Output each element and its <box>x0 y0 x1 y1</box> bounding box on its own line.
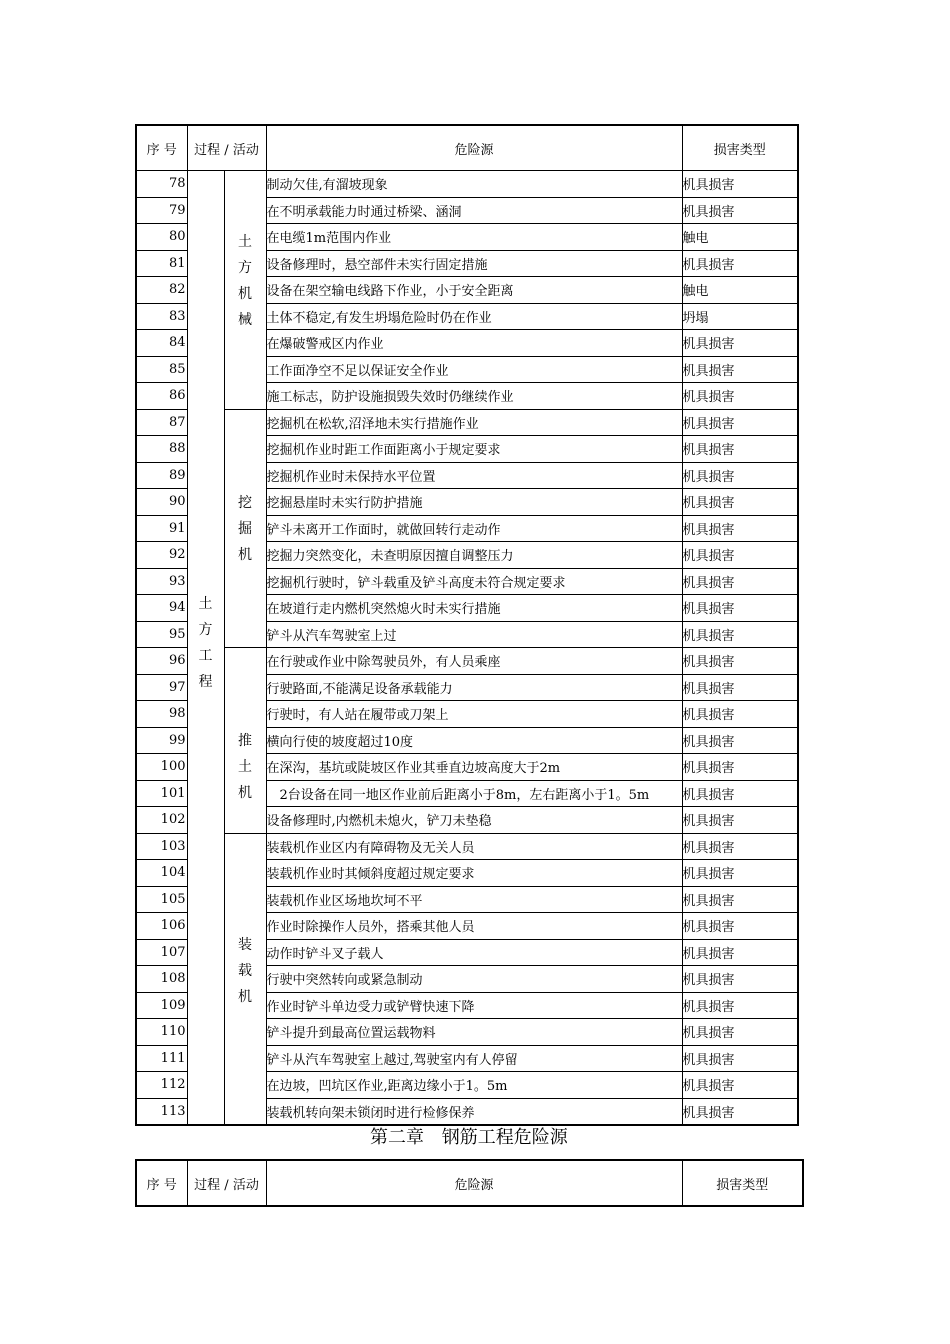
harm-type-cell: 机具损害 <box>682 886 798 913</box>
harm-type-cell: 机具损害 <box>682 701 798 728</box>
row-number: 78 <box>136 171 187 198</box>
hazard-cell: 装载机作业区场地坎坷不平 <box>266 886 682 913</box>
harm-type-cell: 触电 <box>682 224 798 251</box>
hazard-cell: 工作面净空不足以保证安全作业 <box>266 356 682 383</box>
row-number: 106 <box>136 913 187 940</box>
hazard-cell: 作业时铲斗单边受力或铲臂快速下降 <box>266 992 682 1019</box>
row-number: 80 <box>136 224 187 251</box>
harm-type-cell: 坍塌 <box>682 303 798 330</box>
hazard-cell: 横向行使的坡度超过10度 <box>266 727 682 754</box>
hazard-cell: 在爆破警戒区内作业 <box>266 330 682 357</box>
row-number: 101 <box>136 780 187 807</box>
hazard-cell: 行驶时，有人站在履带或刀架上 <box>266 701 682 728</box>
table-header-row <box>136 1160 803 1206</box>
header-process: 过程 / 活动 <box>187 125 266 171</box>
hazard-cell: 挖掘力突然变化，未查明原因擅自调整压力 <box>266 542 682 569</box>
harm-type-cell: 机具损害 <box>682 648 798 675</box>
hazard-cell: 铲斗从汽车驾驶室上过 <box>266 621 682 648</box>
header-harm: 损害类型 <box>682 125 798 171</box>
chapter-title: 第二章 钢筋工程危险源 <box>370 1127 568 1148</box>
process-sub-label: 推 土 机 <box>224 648 266 834</box>
row-number: 84 <box>136 330 187 357</box>
hazard-cell: 设备修理时,内燃机未熄火，铲刀未垫稳 <box>266 807 682 834</box>
process-sub-label: 土 方 机 械 <box>224 171 266 410</box>
row-number: 107 <box>136 939 187 966</box>
row-number: 95 <box>136 621 187 648</box>
row-number: 81 <box>136 250 187 277</box>
harm-type-cell: 机具损害 <box>682 913 798 940</box>
hazard-cell: 土体不稳定,有发生坍塌危险时仍在作业 <box>266 303 682 330</box>
row-number: 105 <box>136 886 187 913</box>
harm-type-cell: 机具损害 <box>682 1045 798 1072</box>
harm-type-cell: 机具损害 <box>682 780 798 807</box>
hazard-cell: 施工标志，防护设施损毁失效时仍继续作业 <box>266 383 682 410</box>
harm-type-cell: 机具损害 <box>682 462 798 489</box>
table-header-row <box>136 125 798 171</box>
harm-type-cell: 机具损害 <box>682 356 798 383</box>
header-hazard: 危险源 <box>266 125 682 171</box>
row-number: 93 <box>136 568 187 595</box>
row-number: 85 <box>136 356 187 383</box>
table-row <box>136 833 798 860</box>
header-hazard: 危险源 <box>266 1160 682 1206</box>
hazard-cell: 行驶路面,不能满足设备承载能力 <box>266 674 682 701</box>
hazard-cell: 设备在架空输电线路下作业，小于安全距离 <box>266 277 682 304</box>
row-number: 79 <box>136 197 187 224</box>
row-number: 99 <box>136 727 187 754</box>
header-seq: 序 号 <box>136 125 187 171</box>
row-number: 83 <box>136 303 187 330</box>
hazard-table <box>135 124 799 1126</box>
harm-type-cell: 机具损害 <box>682 621 798 648</box>
hazard-cell: 在不明承载能力时通过桥梁、涵洞 <box>266 197 682 224</box>
row-number: 90 <box>136 489 187 516</box>
hazard-cell: 动作时铲斗叉子载人 <box>266 939 682 966</box>
harm-type-cell: 机具损害 <box>682 1072 798 1099</box>
hazard-cell: 在深沟，基坑或陡坡区作业其垂直边坡高度大于2m <box>266 754 682 781</box>
row-number: 87 <box>136 409 187 436</box>
harm-type-cell: 机具损害 <box>682 409 798 436</box>
header-process: 过程 / 活动 <box>187 1160 266 1206</box>
row-number: 100 <box>136 754 187 781</box>
hazard-table-body <box>136 125 798 1125</box>
process-sub-label: 装 载 机 <box>224 833 266 1125</box>
hazard-cell: 装载机作业区内有障碍物及无关人员 <box>266 833 682 860</box>
hazard-table-2 <box>135 1159 804 1207</box>
row-number: 97 <box>136 674 187 701</box>
hazard-cell: 在行驶或作业中除驾驶员外，有人员乘座 <box>266 648 682 675</box>
harm-type-cell: 机具损害 <box>682 595 798 622</box>
table-row <box>136 409 798 436</box>
row-number: 96 <box>136 648 187 675</box>
harm-type-cell: 机具损害 <box>682 966 798 993</box>
table-row <box>136 648 798 675</box>
row-number: 112 <box>136 1072 187 1099</box>
process-main-label: 土 方 工 程 <box>187 171 224 1126</box>
row-number: 113 <box>136 1098 187 1125</box>
hazard-cell: 装载机转向架未锁闭时进行检修保养 <box>266 1098 682 1125</box>
header-seq: 序 号 <box>136 1160 187 1206</box>
hazard-cell: 设备修理时，悬空部件未实行固定措施 <box>266 250 682 277</box>
row-number: 98 <box>136 701 187 728</box>
harm-type-cell: 机具损害 <box>682 197 798 224</box>
table-row <box>136 171 798 198</box>
hazard-cell: 在坡道行走内燃机突然熄火时未实行措施 <box>266 595 682 622</box>
harm-type-cell: 机具损害 <box>682 383 798 410</box>
hazard-cell: 挖掘机行驶时，铲斗载重及铲斗高度未符合规定要求 <box>266 568 682 595</box>
harm-type-cell: 机具损害 <box>682 807 798 834</box>
hazard-cell: 行驶中突然转向或紧急制动 <box>266 966 682 993</box>
harm-type-cell: 机具损害 <box>682 833 798 860</box>
row-number: 104 <box>136 860 187 887</box>
hazard-cell: 作业时除操作人员外，搭乘其他人员 <box>266 913 682 940</box>
row-number: 92 <box>136 542 187 569</box>
hazard-cell: 铲斗从汽车驾驶室上越过,驾驶室内有人停留 <box>266 1045 682 1072</box>
harm-type-cell: 机具损害 <box>682 330 798 357</box>
harm-type-cell: 机具损害 <box>682 436 798 463</box>
hazard-cell: 铲斗提升到最高位置运载物料 <box>266 1019 682 1046</box>
row-number: 110 <box>136 1019 187 1046</box>
hazard-cell: 铲斗未离开工作面时，就做回转行走动作 <box>266 515 682 542</box>
row-number: 89 <box>136 462 187 489</box>
harm-type-cell: 机具损害 <box>682 992 798 1019</box>
harm-type-cell: 机具损害 <box>682 674 798 701</box>
harm-type-cell: 机具损害 <box>682 250 798 277</box>
harm-type-cell: 机具损害 <box>682 171 798 198</box>
harm-type-cell: 机具损害 <box>682 489 798 516</box>
row-number: 86 <box>136 383 187 410</box>
harm-type-cell: 机具损害 <box>682 568 798 595</box>
harm-type-cell: 机具损害 <box>682 939 798 966</box>
row-number: 91 <box>136 515 187 542</box>
harm-type-cell: 机具损害 <box>682 515 798 542</box>
row-number: 82 <box>136 277 187 304</box>
hazard-cell: 挖掘机作业时未保持水平位置 <box>266 462 682 489</box>
harm-type-cell: 机具损害 <box>682 754 798 781</box>
process-sub-label: 挖 掘 机 <box>224 409 266 648</box>
hazard-cell: 制动欠佳,有溜坡现象 <box>266 171 682 198</box>
harm-type-cell: 触电 <box>682 277 798 304</box>
row-number: 109 <box>136 992 187 1019</box>
row-number: 102 <box>136 807 187 834</box>
row-number: 94 <box>136 595 187 622</box>
harm-type-cell: 机具损害 <box>682 860 798 887</box>
hazard-cell: 2台设备在同一地区作业前后距离小于8m，左右距离小于1。5m <box>266 780 682 807</box>
harm-type-cell: 机具损害 <box>682 727 798 754</box>
harm-type-cell: 机具损害 <box>682 1019 798 1046</box>
hazard-cell: 挖掘悬崖时未实行防护措施 <box>266 489 682 516</box>
harm-type-cell: 机具损害 <box>682 1098 798 1125</box>
row-number: 111 <box>136 1045 187 1072</box>
hazard-cell: 装载机作业时其倾斜度超过规定要求 <box>266 860 682 887</box>
row-number: 88 <box>136 436 187 463</box>
row-number: 103 <box>136 833 187 860</box>
row-number: 108 <box>136 966 187 993</box>
hazard-cell: 挖掘机作业时距工作面距离小于规定要求 <box>266 436 682 463</box>
header-harm: 损害类型 <box>682 1160 803 1206</box>
hazard-cell: 在电缆1m范围内作业 <box>266 224 682 251</box>
hazard-cell: 挖掘机在松软,沼泽地未实行措施作业 <box>266 409 682 436</box>
harm-type-cell: 机具损害 <box>682 542 798 569</box>
hazard-cell: 在边坡，凹坑区作业,距离边缘小于1。5m <box>266 1072 682 1099</box>
